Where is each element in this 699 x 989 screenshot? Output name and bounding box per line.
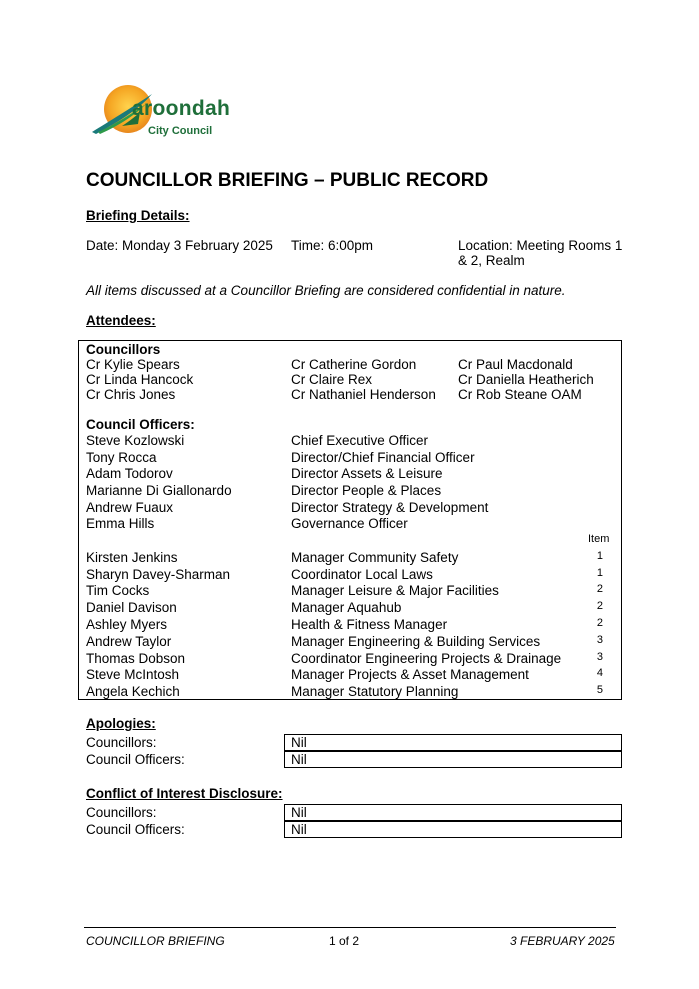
councillor-name: Cr Rob Steane OAM <box>458 387 582 402</box>
officer-name: Tony Rocca <box>86 450 157 465</box>
officer-name: Emma Hills <box>86 516 155 531</box>
officer-name: Thomas Dobson <box>86 651 186 666</box>
apologies-councillors-label: Councillors: <box>86 735 157 750</box>
item-number: 4 <box>596 667 603 679</box>
conflict-officers-label: Council Officers: <box>86 822 185 837</box>
officer-role: Director Assets & Leisure <box>291 466 443 481</box>
officer-name: Adam Todorov <box>86 466 173 481</box>
councillor-name: Cr Paul Macdonald <box>458 357 573 372</box>
officer-role: Manager Community Safety <box>291 550 459 565</box>
item-column-heading: Item <box>588 533 610 545</box>
apologies-officers-value: Nil <box>284 751 622 768</box>
councillor-name: Cr Nathaniel Henderson <box>291 387 436 402</box>
councillor-name: Cr Catherine Gordon <box>291 357 417 372</box>
officer-role: Chief Executive Officer <box>291 433 429 448</box>
officer-role: Manager Leisure & Major Facilities <box>291 583 499 598</box>
conflict-councillors-value: Nil <box>284 804 622 821</box>
councillor-name: Cr Chris Jones <box>86 387 176 402</box>
officer-name: Andrew Fuaux <box>86 500 174 515</box>
officer-role: Governance Officer <box>291 516 408 531</box>
officer-name: Marianne Di Giallonardo <box>86 483 232 498</box>
apologies-councillors-value: Nil <box>284 734 622 751</box>
officer-name: Angela Kechich <box>86 684 180 699</box>
page-number: 1 of 2 <box>329 934 360 948</box>
officer-name: Kirsten Jenkins <box>86 550 178 565</box>
footer-left: COUNCILLOR BRIEFING <box>86 934 225 948</box>
councillor-name: Cr Kylie Spears <box>86 357 180 372</box>
conflict-councillors-label: Councillors: <box>86 805 157 820</box>
footer-date: 3 FEBRUARY 2025 <box>510 934 615 948</box>
officer-role: Manager Projects & Asset Management <box>291 667 529 682</box>
item-number: 1 <box>596 550 603 562</box>
councillors-heading: Councillors <box>86 342 161 357</box>
logo-subtitle: City Council <box>148 125 213 137</box>
councillor-name: Cr Claire Rex <box>291 372 373 387</box>
briefing-location-line1: Location: Meeting Rooms 1 <box>458 238 623 253</box>
item-number: 2 <box>596 617 603 629</box>
briefing-time: Time: 6:00pm <box>291 238 374 253</box>
item-number: 1 <box>596 567 603 579</box>
conflict-heading: Conflict of Interest Disclosure: <box>86 786 283 801</box>
briefing-location-line2: & 2, Realm <box>458 253 525 268</box>
item-number: 3 <box>596 634 603 646</box>
officer-name: Andrew Taylor <box>86 634 172 649</box>
confidential-note: All items discussed at a Councillor Briefing are considered confidential in nature. <box>86 283 566 298</box>
officer-name: Sharyn Davey-Sharman <box>86 567 231 582</box>
officer-role: Manager Engineering & Building Services <box>291 634 541 649</box>
item-number: 3 <box>596 651 603 663</box>
briefing-heading: Briefing Details: <box>86 208 190 223</box>
officer-role: Director/Chief Financial Officer <box>291 450 475 465</box>
officer-role: Coordinator Local Laws <box>291 567 433 582</box>
footer-divider <box>84 927 616 928</box>
officer-name: Tim Cocks <box>86 583 150 598</box>
officer-role: Manager Aquahub <box>291 600 402 615</box>
officer-name: Daniel Davison <box>86 600 177 615</box>
officer-name: Ashley Myers <box>86 617 168 632</box>
officer-role: Director People & Places <box>291 483 442 498</box>
officers-heading: Council Officers: <box>86 417 195 432</box>
conflict-officers-value: Nil <box>284 821 622 838</box>
councillor-name: Cr Linda Hancock <box>86 372 194 387</box>
page-title: COUNCILLOR BRIEFING – PUBLIC RECORD <box>86 170 489 191</box>
councillor-name: Cr Daniella Heatherich <box>458 372 594 387</box>
attendees-heading: Attendees: <box>86 313 156 328</box>
briefing-date: Date: Monday 3 February 2025 <box>86 238 273 253</box>
apologies-officers-label: Council Officers: <box>86 752 185 767</box>
officer-role: Director Strategy & Development <box>291 500 489 515</box>
officer-name: Steve Kozlowski <box>86 433 185 448</box>
item-number: 2 <box>596 583 603 595</box>
officer-role: Health & Fitness Manager <box>291 617 448 632</box>
officer-role: Manager Statutory Planning <box>291 684 459 699</box>
item-number: 2 <box>596 600 603 612</box>
apologies-heading: Apologies: <box>86 716 156 731</box>
officer-role: Coordinator Engineering Projects & Drainage <box>291 651 562 666</box>
item-number: 5 <box>596 684 603 696</box>
logo-wordmark: aroondah <box>132 97 231 120</box>
officer-name: Steve McIntosh <box>86 667 180 682</box>
